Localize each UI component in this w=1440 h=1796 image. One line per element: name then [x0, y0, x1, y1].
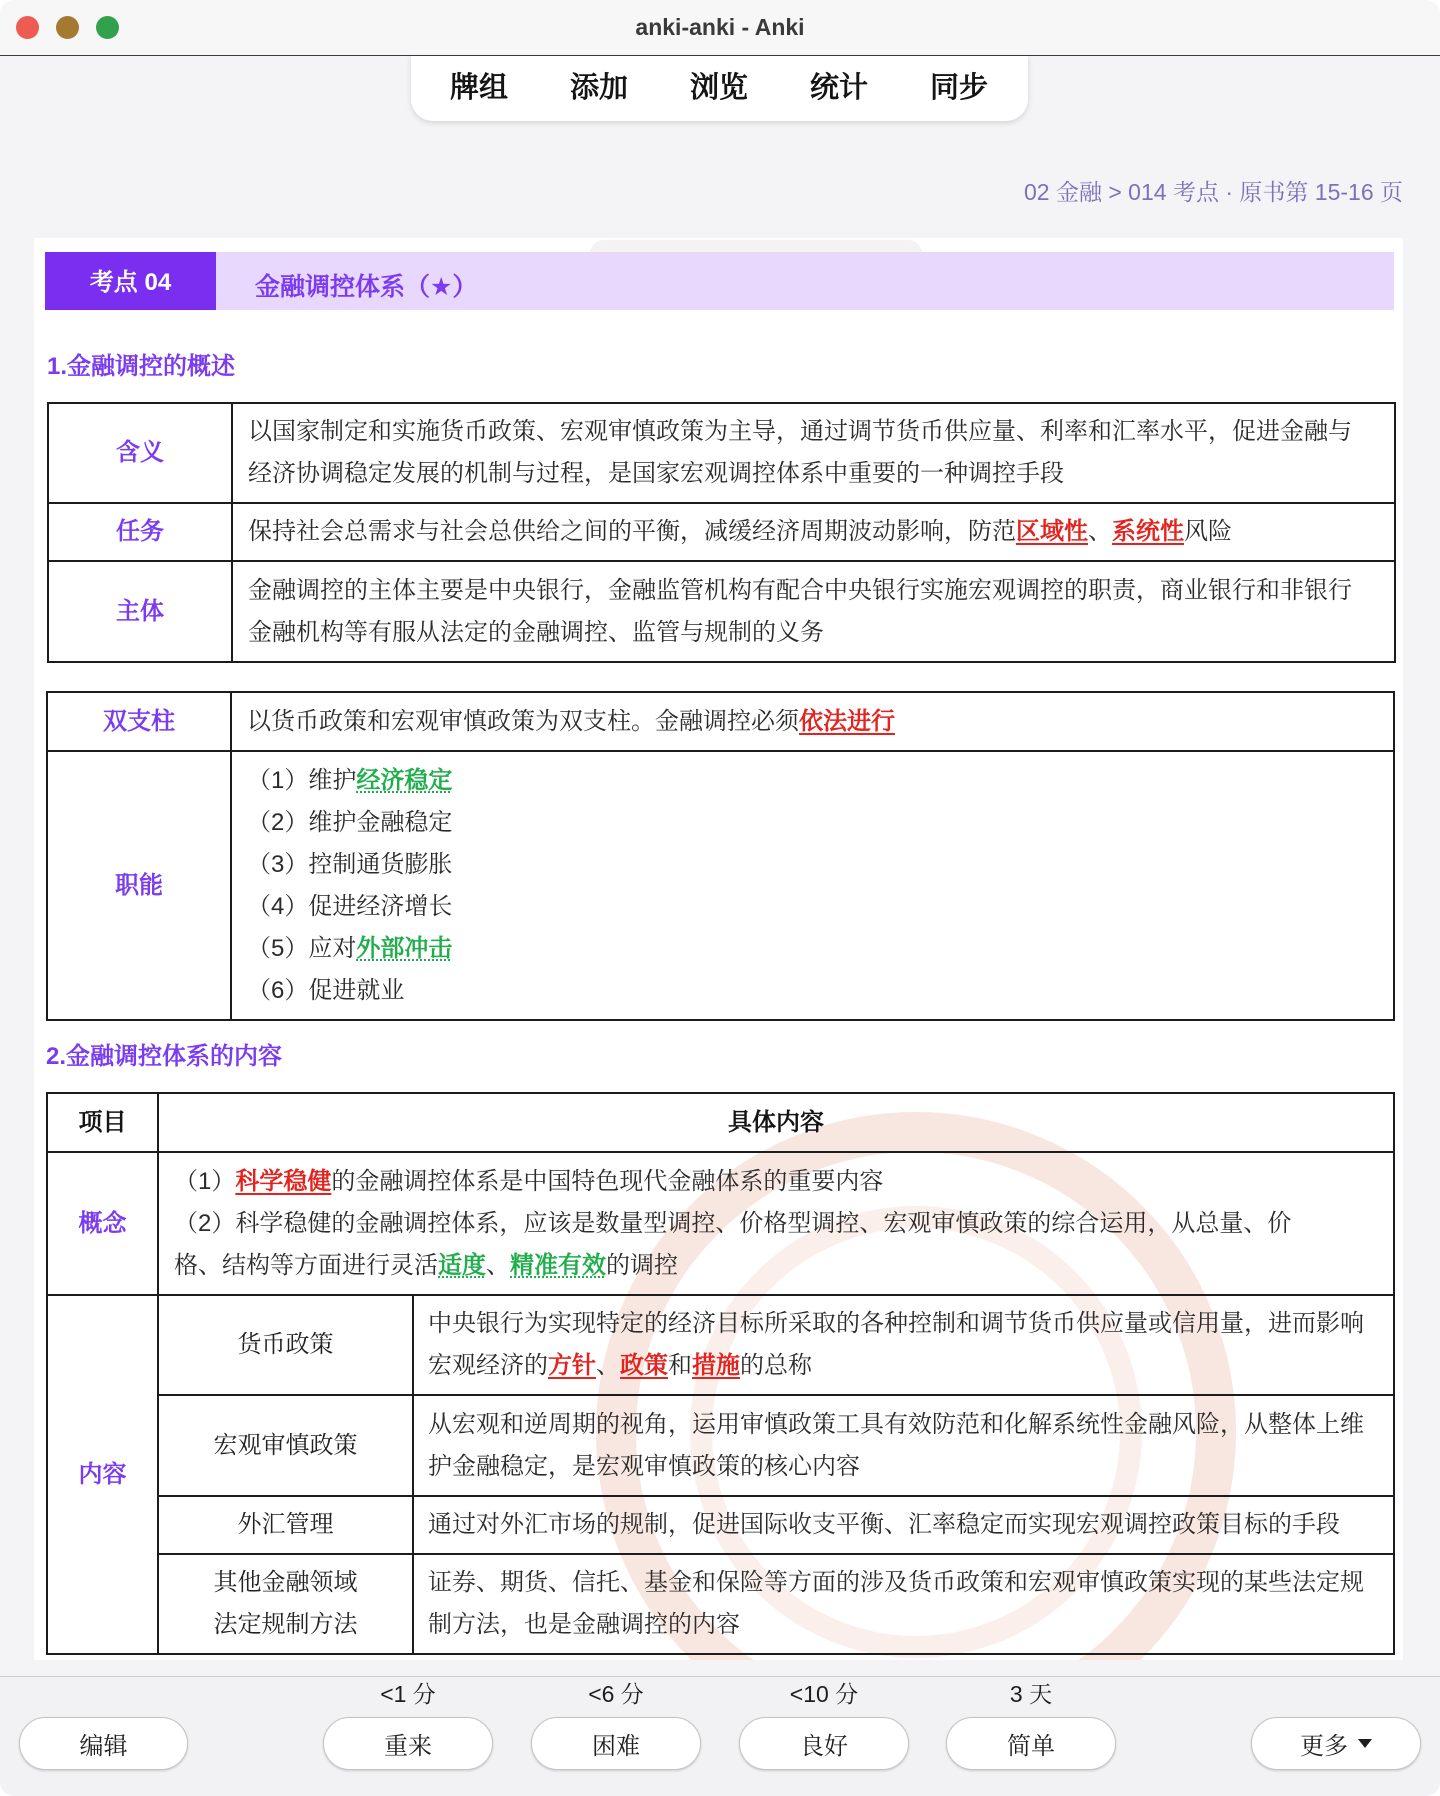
topic-title-bar	[216, 252, 1394, 310]
text-line	[174, 1161, 1331, 1203]
sub-label	[158, 1395, 413, 1496]
minimize-icon[interactable]	[56, 16, 79, 39]
row-label: 双支柱	[47, 692, 231, 751]
text-line	[247, 701, 1365, 743]
row-label: 含义	[48, 403, 232, 503]
row-content	[413, 1395, 1394, 1496]
topic-badge: 考点 04	[45, 252, 216, 310]
sub-label	[158, 1554, 413, 1654]
text-line	[428, 1504, 1379, 1546]
system-content-table	[46, 1092, 1395, 1655]
hard-button-label: 困难	[592, 1733, 640, 1760]
dropdown-triangle-icon	[1358, 1739, 1372, 1748]
text-line	[247, 760, 1365, 802]
sub-label	[158, 1295, 413, 1395]
interval-easy: 3 天	[1009, 1681, 1053, 1707]
title-bar	[0, 0, 1440, 56]
edit-button-label: 编辑	[79, 1733, 128, 1760]
sub-label-text: 货币政策	[237, 1331, 334, 1358]
highlight-green: 外部冲击	[356, 934, 453, 962]
row-content	[232, 503, 1395, 561]
row-content	[413, 1496, 1394, 1554]
table-row	[47, 751, 1394, 1020]
row-content	[231, 751, 1394, 1020]
edit-button[interactable]	[19, 1717, 188, 1770]
highlight-green: 精准有效	[510, 1251, 606, 1279]
highlight-red: 系统性	[1112, 518, 1184, 545]
table-row	[47, 1295, 1394, 1395]
row-content	[231, 692, 1394, 751]
text-segment: 证券、期货、信托、基金和保险等方面的涉及货币政策和宏观审慎政策实现的某些法定规制方法，也是金融调控的内容	[428, 1569, 1364, 1638]
sub-label	[158, 1496, 413, 1554]
text-line	[248, 511, 1366, 553]
text-line	[248, 570, 1366, 654]
text-segment: 、	[1088, 518, 1112, 545]
easy-button-label: 简单	[1007, 1733, 1055, 1760]
nav-sync[interactable]: 同步	[929, 72, 988, 104]
row-label: 任务	[48, 503, 232, 561]
table-header-row	[47, 1093, 1394, 1152]
text-segment: （6）促进就业	[247, 976, 405, 1004]
text-segment: 通过对外汇市场的规制，促进国际收支平衡、汇率稳定而实现宏观调控政策目标的手段	[428, 1511, 1340, 1538]
text-line	[247, 844, 1365, 886]
text-segment: 金融调控的主体主要是中央银行，金融监管机构有配合中央银行实施宏观调控的职责，商业银行和非银行金融机构等有服从法定的金融调控、监管与规制的义务	[248, 576, 1352, 646]
row-content	[232, 561, 1395, 662]
table-row	[47, 692, 1394, 751]
sub-label-text: 法定规制方法	[213, 1611, 358, 1638]
highlight-red: 依法进行	[799, 707, 895, 735]
text-segment: 以国家制定和实施货币政策、宏观审慎政策为主导，通过调节货币供应量、利率和汇率水平，促进金融与经济协调稳定发展的机制与过程，是国家宏观调控体系中重要的一种调控手段	[248, 418, 1352, 487]
text-line	[247, 970, 1365, 1012]
card-panel	[34, 238, 1403, 1660]
table-row	[47, 1395, 1394, 1496]
top-nav	[411, 56, 1028, 121]
text-segment: 保持社会总需求与社会总供给之间的平衡，减缓经济周期波动影响，防范	[248, 518, 1016, 545]
text-line	[174, 1203, 1331, 1287]
text-segment: 的金融调控体系是中国特色现代金融体系的重要内容	[331, 1167, 884, 1195]
hard-button[interactable]	[531, 1717, 701, 1770]
row-label: 主体	[48, 561, 232, 662]
row-content	[413, 1295, 1394, 1395]
review-bar	[0, 1676, 1440, 1796]
highlight-green: 经济稳定	[356, 766, 453, 794]
interval-again: <1 分	[380, 1681, 436, 1707]
breadcrumb: 02 金融 > 014 考点 · 原书第 15-16 页	[1024, 179, 1403, 205]
sub-label-text: 外汇管理	[237, 1511, 334, 1538]
more-button-label: 更多	[1300, 1733, 1348, 1760]
highlight-red: 区域性	[1016, 518, 1088, 545]
text-line	[428, 1562, 1379, 1646]
highlight-green: 适度	[438, 1251, 486, 1279]
column-header-item: 项目	[47, 1093, 158, 1152]
text-segment: （3）控制通货膨胀	[247, 850, 453, 878]
again-button-label: 重来	[384, 1733, 432, 1760]
sub-label-text: 其他金融领域	[213, 1569, 358, 1596]
topic-title: 金融调控体系（★）	[255, 273, 478, 301]
text-segment: （1）维护	[247, 766, 357, 794]
zoom-icon[interactable]	[96, 16, 119, 39]
table-row	[47, 1554, 1394, 1654]
text-segment: 的调控	[606, 1251, 678, 1279]
text-line	[428, 1404, 1379, 1488]
text-segment: 以货币政策和宏观审慎政策为双支柱。金融调控必须	[247, 707, 799, 735]
text-segment: （2）科学稳健的金融调控体系，应该是数量型调控、价格型调控、宏观审慎政策的综合运用，从总量、价格、结构等方面进行灵活	[174, 1209, 1292, 1279]
sub-label-text: 宏观审慎政策	[213, 1431, 358, 1459]
text-segment: 中央银行为实现特定的经济目标所采取的各种控制和调节货币供应量或信用量，进而影响宏观经济的	[428, 1310, 1364, 1379]
text-segment: （2）维护金融稳定	[247, 808, 453, 836]
text-segment: 的总称	[740, 1352, 812, 1379]
table-row	[47, 1496, 1394, 1554]
text-line	[428, 1303, 1379, 1387]
row-label: 职能	[47, 751, 231, 1020]
column-header-content: 具体内容	[158, 1093, 1394, 1152]
text-line	[248, 411, 1366, 495]
row-content	[413, 1554, 1394, 1654]
table-row	[48, 503, 1395, 561]
highlight-red: 政策	[620, 1352, 668, 1379]
text-segment: （5）应对	[247, 934, 357, 962]
overview-table	[47, 402, 1396, 663]
text-segment: 从宏观和逆周期的视角，运用审慎政策工具有效防范和化解系统性金融风险，从整体上维护金融稳定，是宏观审慎政策的核心内容	[428, 1410, 1364, 1480]
nav-decks[interactable]: 牌组	[449, 72, 508, 104]
row-label: 概念	[47, 1152, 158, 1295]
highlight-red: 科学稳健	[235, 1167, 332, 1195]
text-segment: 、	[486, 1251, 510, 1279]
text-segment: 风险	[1184, 518, 1232, 545]
more-button[interactable]	[1251, 1717, 1421, 1770]
easy-button[interactable]	[946, 1717, 1116, 1770]
close-icon[interactable]	[16, 16, 39, 39]
again-button[interactable]	[323, 1717, 493, 1770]
text-line	[247, 928, 1365, 970]
text-segment: 和	[668, 1352, 692, 1379]
row-group-label: 内容	[47, 1295, 158, 1654]
pillars-table	[46, 691, 1395, 1021]
good-button[interactable]	[739, 1717, 909, 1770]
section-heading: 1.金融调控的概述	[47, 353, 236, 380]
table-row	[48, 403, 1395, 503]
highlight-red: 措施	[692, 1352, 740, 1379]
window-title: anki-anki - Anki	[635, 14, 805, 40]
table-row	[48, 561, 1395, 662]
text-segment: 、	[596, 1352, 620, 1379]
table-row	[47, 1152, 1394, 1295]
interval-good: <10 分	[789, 1681, 859, 1707]
highlight-red: 方针	[548, 1352, 596, 1379]
text-segment: （4）促进经济增长	[247, 892, 453, 920]
text-line	[247, 802, 1365, 844]
text-segment: （1）	[174, 1167, 236, 1195]
good-button-label: 良好	[800, 1733, 848, 1760]
text-line	[247, 886, 1365, 928]
row-content	[232, 403, 1395, 503]
nav-add[interactable]: 添加	[569, 72, 628, 104]
nav-browse[interactable]: 浏览	[689, 72, 748, 104]
nav-stats[interactable]: 统计	[809, 72, 868, 104]
row-content	[158, 1152, 1394, 1295]
interval-hard: <6 分	[588, 1681, 644, 1707]
section-heading: 2.金融调控体系的内容	[46, 1043, 283, 1070]
